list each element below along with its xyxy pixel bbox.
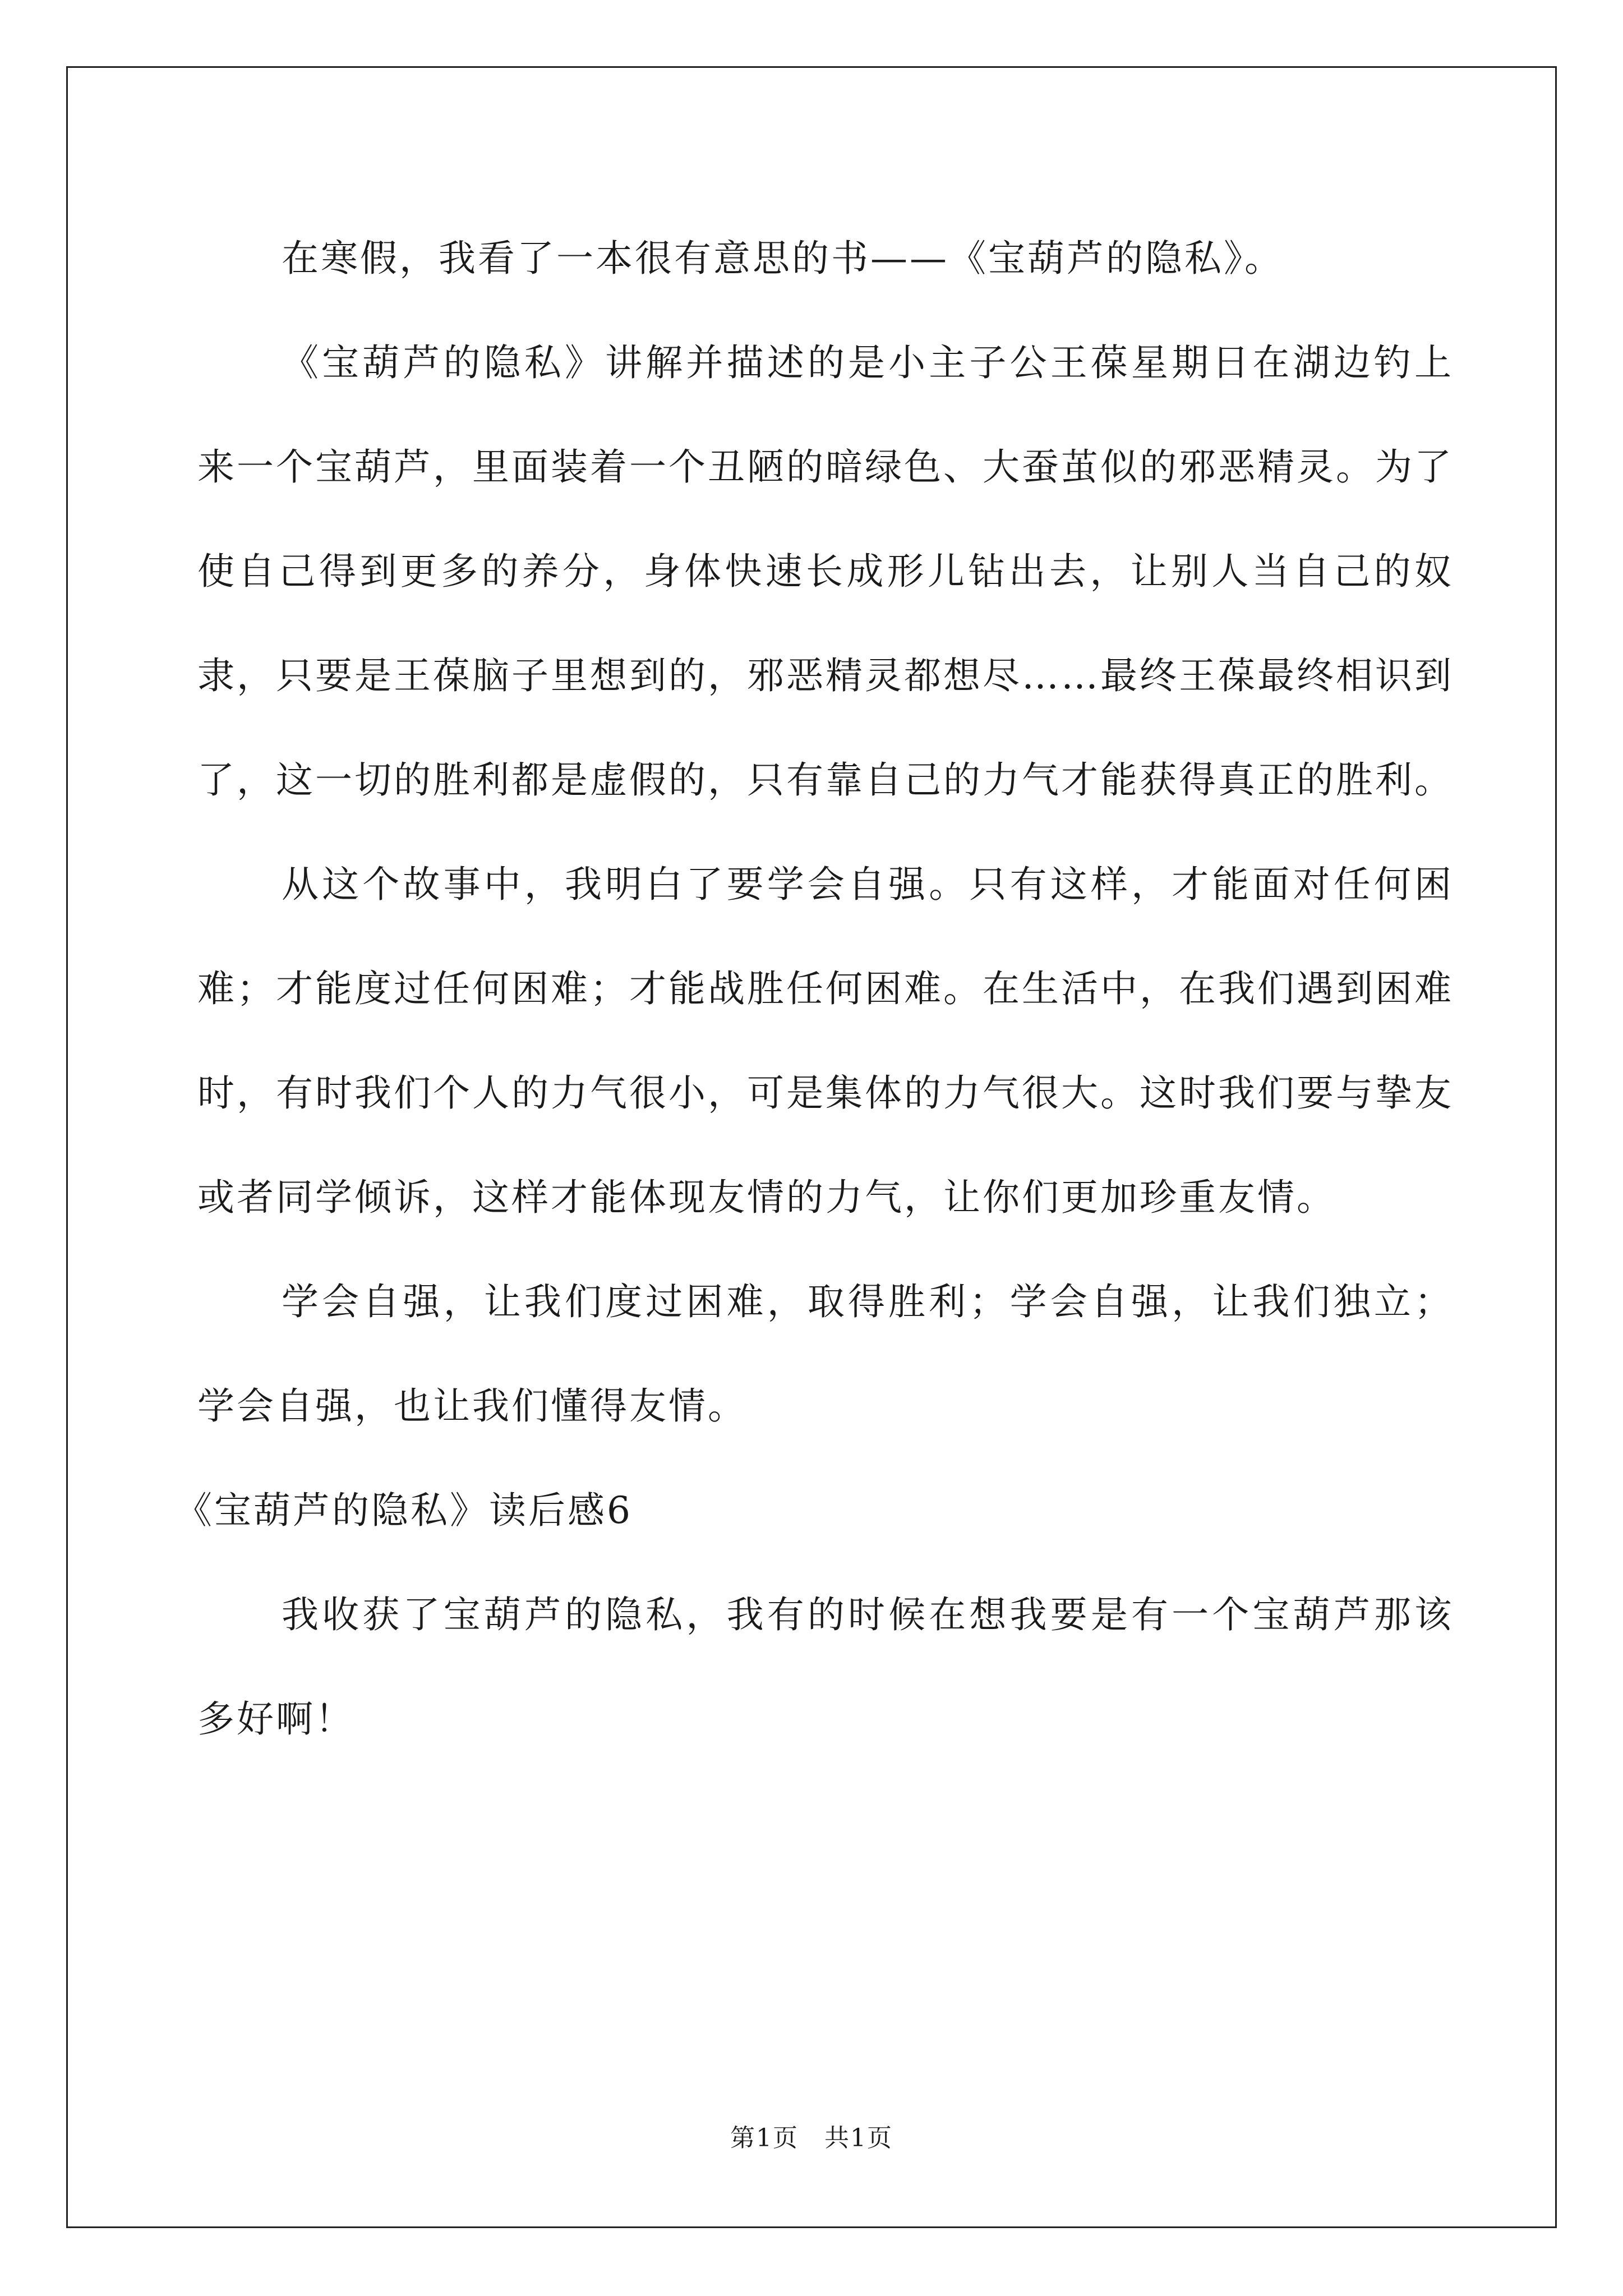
- paragraph: 从这个故事中，我明白了要学会自强。只有这样，才能面对任何困难；才能度过任何困难；才能战胜任何困难。在生活中，在我们遇到困难时，有时我们个人的力气很小，可是集体的力气很大。这时我们要与挚友或者同学倾诉，这样才能体现友情的力气，让你们更加珍重友情。: [197, 863, 1454, 1219]
- page-number-footer: 第1页 共1页: [730, 2124, 893, 2152]
- paragraph: 《宝葫芦的隐私》讲解并描述的是小主子公王葆星期日在湖边钓上来一个宝葫芦，里面装着一个丑陋的暗绿色、大蚕茧似的邪恶精灵。为了使自己得到更多的养分，身体快速长成形儿钻出去，让别人当自己的奴隶，只要是王葆脑子里想到的，邪恶精灵都想尽……最终王葆最终相识到了，这一切的胜利都是虚假的，只有靠自己的力气才能获得真正的胜利。: [197, 341, 1454, 802]
- paragraph: 我收获了宝葫芦的隐私，我有的时候在想我要是有一个宝葫芦那该多好啊！: [197, 1593, 1454, 1741]
- document-body: [175, 206, 1454, 1772]
- paragraph: 学会自强，让我们度过困难，取得胜利；学会自强，让我们独立；学会自强，也让我们懂得友情。: [197, 1280, 1454, 1428]
- paragraph: 在寒假，我看了一本很有意思的书——《宝葫芦的隐私》。: [282, 237, 1284, 280]
- section-heading: 《宝葫芦的隐私》读后感6: [175, 1489, 633, 1532]
